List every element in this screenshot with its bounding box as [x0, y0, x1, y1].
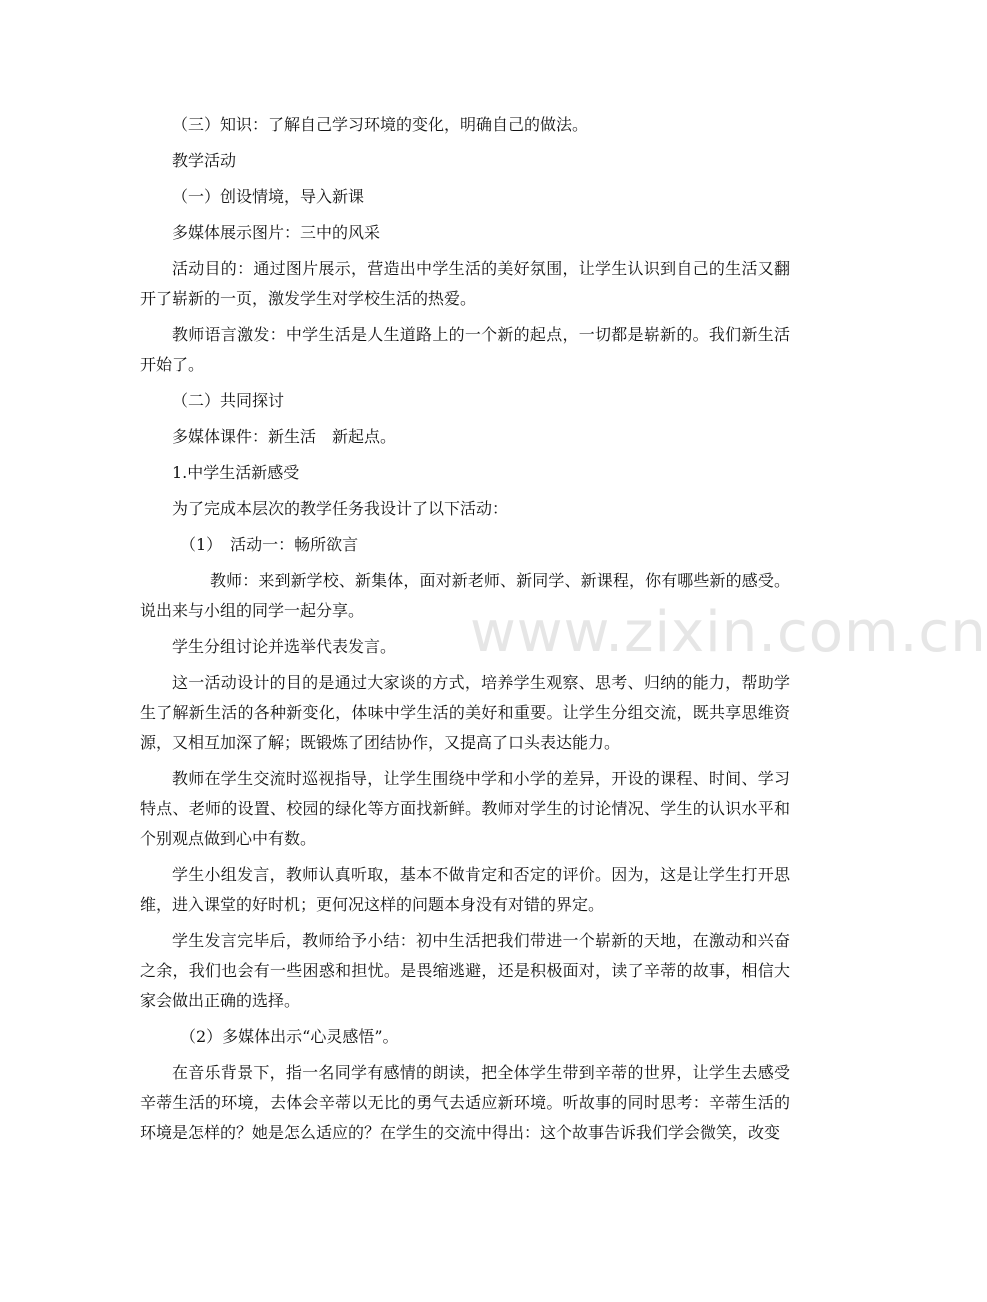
paragraph-8: 多媒体课件：新生活 新起点。 — [172, 427, 397, 446]
paragraph-4: 多媒体展示图片：三中的风采 — [172, 223, 381, 242]
watermark: www.zixin.com.cn — [470, 600, 987, 665]
paragraph-13: 学生分组讨论并选举代表发言。 — [172, 637, 397, 656]
paragraph-2: 教学活动 — [172, 151, 237, 170]
paragraph-12: 教师：来到新学校、新集体，面对新老师、新同学、新课程，你有哪些新的感受。说出来与小组的同学一起分享。 — [140, 571, 790, 620]
paragraph-1: （三）知识：了解自己学习环境的变化，明确自己的做法。 — [172, 115, 589, 134]
document-body — [140, 110, 790, 1154]
paragraph-14: 这一活动设计的目的是通过大家谈的方式，培养学生观察、思考、归纳的能力，帮助学生了解新生活的各种新变化，体味中学生活的美好和重要。让学生分组交流，既共享思维资源，又相互加深了解；既锻炼了团结协作，又提高了口头表达能力。 — [140, 673, 790, 752]
paragraph-18: （2）多媒体出示“心灵感悟”。 — [180, 1027, 399, 1046]
paragraph-3: （一）创设情境，导入新课 — [172, 187, 365, 206]
paragraph-9: 1.中学生活新感受 — [172, 463, 300, 482]
paragraph-6: 教师语言激发：中学生活是人生道路上的一个新的起点，一切都是崭新的。我们新生活开始了。 — [140, 325, 790, 374]
paragraph-16: 学生小组发言，教师认真听取，基本不做肯定和否定的评价。因为，这是让学生打开思维，进入课堂的好时机；更何况这样的问题本身没有对错的界定。 — [140, 865, 790, 914]
paragraph-7: （二）共同探讨 — [172, 391, 285, 410]
paragraph-10: 为了完成本层次的教学任务我设计了以下活动： — [172, 499, 509, 518]
paragraph-5: 活动目的：通过图片展示，营造出中学生活的美好氛围，让学生认识到自己的生活又翻开了崭新的一页，激发学生对学校生活的热爱。 — [140, 259, 790, 308]
paragraph-15: 教师在学生交流时巡视指导，让学生围绕中学和小学的差异，开设的课程、时间、学习特点、老师的设置、校园的绿化等方面找新鲜。教师对学生的讨论情况、学生的认识水平和个别观点做到心中有数。 — [140, 769, 790, 848]
paragraph-11: （1） 活动一：畅所欲言 — [180, 535, 359, 554]
paragraph-17: 学生发言完毕后，教师给予小结：初中生活把我们带进一个崭新的天地，在激动和兴奋之余，我们也会有一些困惑和担忧。是畏缩逃避，还是积极面对，读了辛蒂的故事，相信大家会做出正确的选择。 — [140, 931, 790, 1010]
paragraph-19: 在音乐背景下，指一名同学有感情的朗读，把全体学生带到辛蒂的世界，让学生去感受辛蒂生活的环境，去体会辛蒂以无比的勇气去适应新环境。听故事的同时思考：辛蒂生活的环境是怎样的？她是怎么适应的？在学生的交流中得出：这个故事告诉我们学会微笑，改变 — [140, 1063, 790, 1142]
